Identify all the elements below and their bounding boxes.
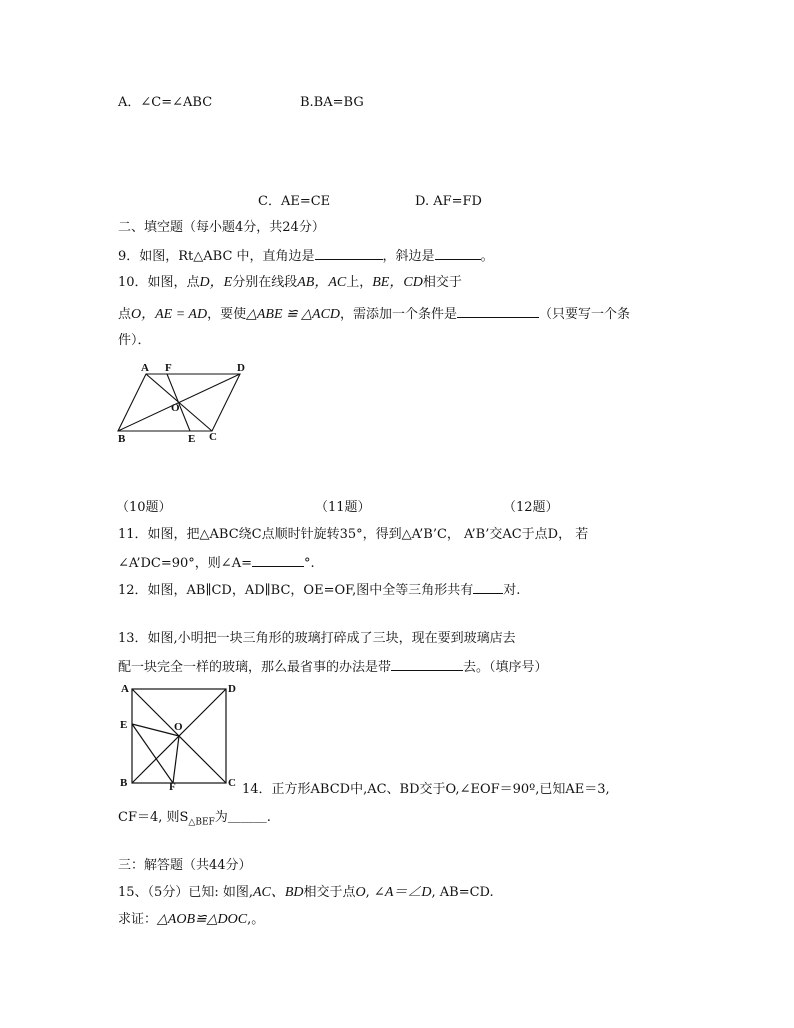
figure-10 [110,358,260,444]
fig14-label-a: A [121,683,129,695]
q10-text: ，需添加一个条件是 [340,307,458,322]
q13-text: 去。（填序号） [463,660,548,675]
q10-math-congruence: △ABE ≌ △ACD [246,307,341,322]
q13-text: 配一块完全一样的玻璃，那么最省事的办法是带 [118,660,392,675]
question-10-line-3: 件）． [118,333,151,348]
q10-text: 上， [346,275,373,290]
q14-subscript: △BEF [188,817,215,828]
fig14-label-o: O [174,721,183,733]
fig14-label-e: E [120,719,128,731]
question-10-line-1 [118,274,462,292]
fig14-label-f: F [169,781,176,790]
q8-option-d: D. AF=FD [415,194,482,209]
fig14-label-b: B [120,777,128,789]
q9-blank-hypotenuse [435,246,481,260]
q15-text: , ∠ [365,885,385,900]
q15-text: 求证： [118,912,158,927]
caption-12: （12题） [503,500,559,515]
question-12 [118,580,520,600]
q15-text: 相交于点 [303,885,356,900]
fig14-label-c: C [228,777,236,789]
q10-text: 分别在线段 [232,275,298,290]
question-15-line-2 [118,911,264,929]
q10-text: （只要写一个条 [539,307,631,322]
q11-text: °. [303,556,315,571]
q9-mid: ，斜边是 [382,249,435,264]
q15-text: 15、（5分）已知: 如图, [118,885,253,900]
question-11-line-1: 11．如图，把△ABC绕C点顺时针旋转35°，得到△A’B’C， A’B’交AC于点D， 若 [118,527,589,542]
question-10-line-2 [118,304,630,324]
q12-blank [473,580,503,594]
q15-math: A＝∠D [384,885,432,900]
q15-text: ,。 [247,912,265,927]
q10-blank [457,304,539,318]
fig10-label-d: D [237,362,245,374]
question-14-line-2 [118,809,271,832]
q10-text: 相交于 [422,275,462,290]
q13-blank [391,657,463,671]
fig14-label-d: D [228,683,236,695]
q15-math: O [355,885,366,900]
q15-text: , AB=CD. [431,885,494,900]
q10-math-abac: AB，AC [297,275,347,290]
q12-text: 12．如图，AB∥CD，AD∥BC，OE=OF,图中全等三角形共有 [118,583,474,598]
fig10-label-e: E [188,433,196,444]
caption-10: （10题） [116,500,172,515]
q14-text: 为＿＿＿. [214,810,271,825]
q10-math-de: D，E [199,275,233,290]
q15-math: △AOB≌△DOC [157,912,248,927]
caption-11: （11题） [315,500,371,515]
fig10-label-o: O [171,402,180,414]
figure-14 [116,682,244,790]
section-2-title: 二、填空题（每小题4分，共24分） [118,220,325,235]
q14-text: CF＝4, 则S [118,810,189,825]
q11-blank [252,553,304,567]
fig10-label-f: F [165,362,172,374]
fig10-label-b: B [118,433,126,444]
fig14-line-of [173,736,179,783]
q10-text: ，要使 [207,307,247,322]
q9-prefix: 9．如图，Rt△ABC 中，直角边是 [118,249,315,264]
q10-text: 点 [118,307,132,322]
question-9 [118,246,494,266]
q15-math: AC、BD [252,885,304,900]
q11-text: ∠A’DC=90°，则∠A= [118,556,252,571]
q12-text: 对. [503,583,521,598]
q9-blank-legs [315,246,383,260]
q10-text: 10．如图，点 [118,275,200,290]
q10-math-condition: O，AE = AD [131,307,208,322]
question-13-line-1: 13．如图,小明把一块三角形的玻璃打碎成了三块，现在要到玻璃店去 [118,631,516,646]
fig10-label-c: C [209,431,217,443]
q10-math-becd: BE，CD [372,275,423,290]
q9-end: 。 [480,249,494,264]
q8-option-c: C．AE=CE [258,194,331,209]
question-11-line-2 [118,553,315,573]
question-14-line-1: 14．正方形ABCD中,AC、BD交于O,∠EOF＝90º,已知AE＝3, [242,782,610,797]
question-13-line-2 [118,657,548,677]
section-3-title: 三：解答题（共44分） [118,858,252,873]
q8-option-b: B.BA=BG [300,95,364,110]
question-15-line-1 [118,884,494,902]
q8-option-a: A．∠C=∠ABC [118,95,213,110]
fig10-label-a: A [141,362,149,374]
